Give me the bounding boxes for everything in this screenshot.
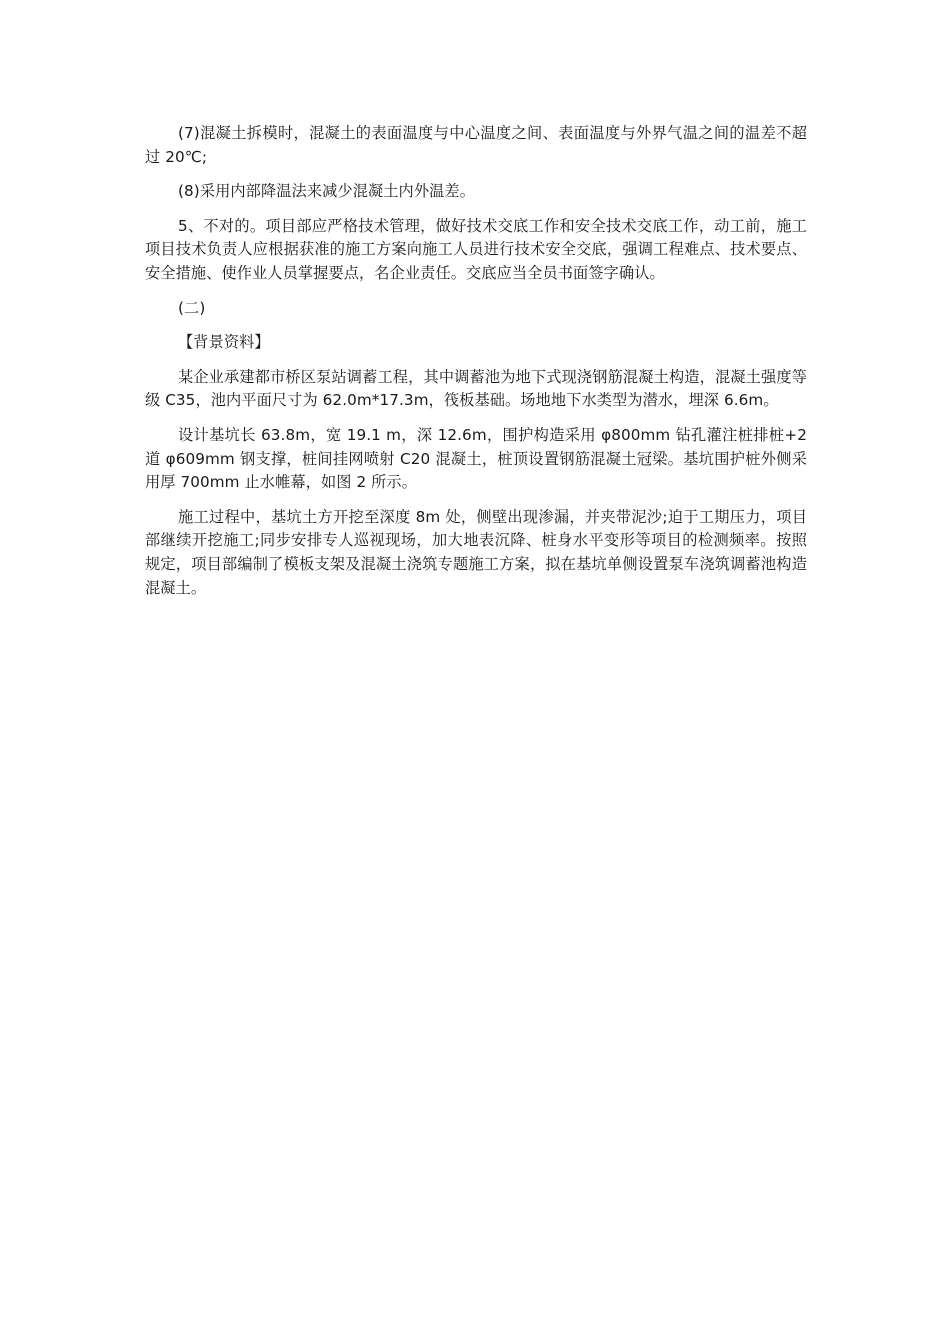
paragraph-pit-design: 设计基坑长 63.8m，宽 19.1 m，深 12.6m，围护构造采用 φ800mm 钻孔灌注桩排桩+2 道 φ609mm 钢支撑，桩间挂网喷射 C20 混凝土，桩顶设置钢筋混凝土冠梁。基坑围护桩外侧采用厚 700mm 止水帷幕，如图 2 所示。 bbox=[145, 425, 807, 492]
document-body bbox=[145, 122, 807, 611]
paragraph-internal-cooling: (8)采用内部降温法来减少混凝土内外温差。 bbox=[178, 182, 475, 201]
paragraph-construction-process: 施工过程中，基坑土方开挖至深度 8m 处，侧壁出现渗漏，并夹带泥沙;迫于工期压力，项目部继续开挖施工;同步安排专人巡视现场，加大地表沉降、桩身水平变形等项目的检测频率。按照规定，项目部编制了模板支架及混凝土浇筑专题施工方案，拟在基坑单侧设置泵车浇筑调蓄池构造混凝土。 bbox=[145, 507, 807, 597]
background-heading: 【背景资料】 bbox=[178, 333, 270, 352]
paragraph-project-overview: 某企业承建都市桥区泵站调蓄工程，其中调蓄池为地下式现浇钢筋混凝土构造，混凝土强度等级 C35，池内平面尺寸为 62.0m*17.3m，筏板基础。场地地下水类型为潜水，埋深 6.6m。 bbox=[145, 367, 807, 410]
paragraph-answer-5: 5、不对的。项目部应严格技术管理，做好技术交底工作和安全技术交底工作，动工前，施工项目技术负责人应根据获准的施工方案向施工人员进行技术安全交底，强调工程难点、技术要点、安全措施、使作业人员掌握要点，名企业责任。交底应当全员书面签字确认。 bbox=[145, 216, 807, 282]
paragraph-formwork-removal: (7)混凝土拆模时，混凝土的表面温度与中心温度之间、表面温度与外界气温之间的温差不超过 20℃; bbox=[145, 124, 807, 166]
section-heading-2: (二) bbox=[178, 298, 206, 317]
